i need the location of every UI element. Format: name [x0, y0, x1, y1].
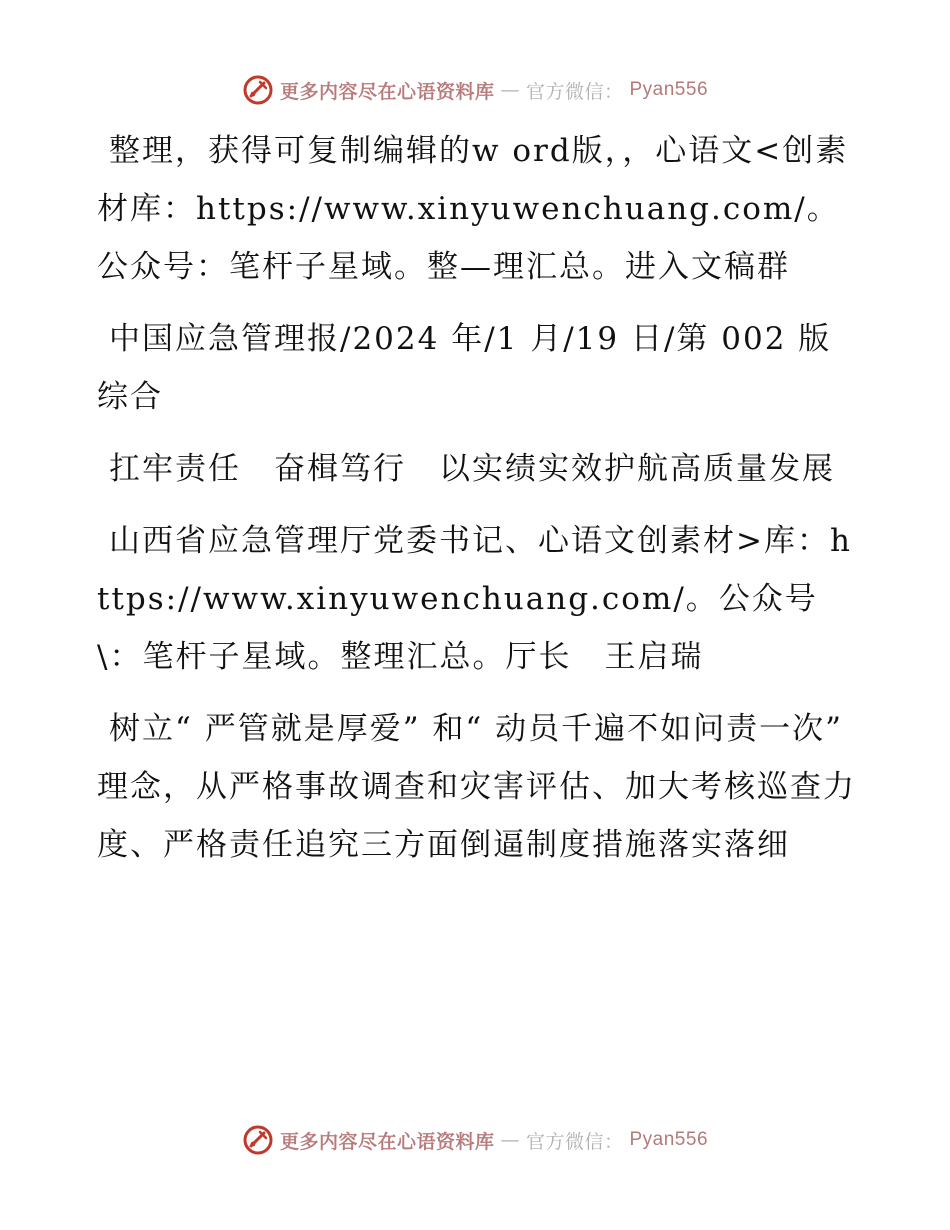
document-body — [97, 122, 857, 888]
logo-icon — [242, 1124, 274, 1156]
footer-brand-text: 更多内容尽在心语资料库 — [279, 1130, 495, 1153]
logo-icon — [242, 74, 274, 106]
paragraph-author: 山西省应急管理厅党委书记、心语文创素材>库：https://www.xinyuwenchuang.com/。公众号\：笔杆子星域。整理汇总。厅长 王启瑞 — [97, 523, 852, 675]
paragraph-intro: 整理，获得可复制编辑的w ord版，，心语文<创素材库：https://www.xinyuwenchuang.com/。公众号：笔杆子星域。整—理汇总。进入文稿群 — [97, 133, 849, 285]
header-wechat-id: Pyan556 — [629, 79, 709, 100]
paragraph-source: 中国应急管理报/2024 年/1 月/19 日/第 002 版综合 — [97, 321, 832, 415]
footer-banner — [0, 1120, 950, 1160]
header-wechat-label: 官方微信： — [525, 80, 624, 103]
paragraph-headline: 扛牢责任 奋楫笃行 以实绩实效护航高质量发展 — [109, 451, 835, 487]
paragraph-body: 树立“ 严管就是厚爱” 和“ 动员千遍不如问责一次” 理念，从严格事故调查和灾害评估、加大考核巡查力度、严格责任追究三方面倒逼制度措施落实落细 — [97, 711, 856, 863]
header-brand-text: 更多内容尽在心语资料库 — [279, 80, 495, 103]
footer-wechat-label: 官方微信： — [525, 1130, 624, 1153]
footer-dash: — — [500, 1129, 520, 1151]
footer-wechat-id: Pyan556 — [629, 1129, 709, 1150]
header-banner — [0, 70, 950, 110]
header-dash: — — [500, 79, 520, 101]
